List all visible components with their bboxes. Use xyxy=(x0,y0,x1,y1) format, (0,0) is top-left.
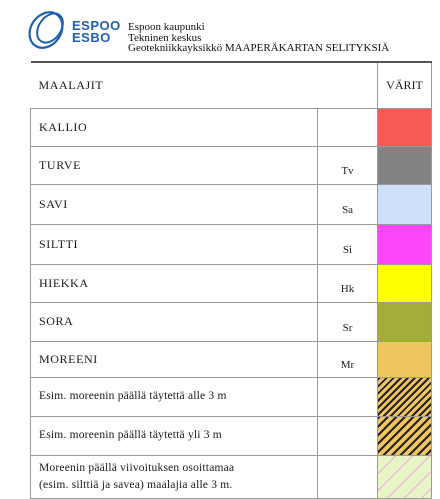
color-swatch xyxy=(378,264,432,302)
soil-abbr xyxy=(318,416,378,455)
soil-name: TURVE xyxy=(31,146,318,184)
color-swatch xyxy=(378,146,432,184)
org-line-center: Tekninen keskus xyxy=(128,31,202,44)
soil-name: HIEKKA xyxy=(31,264,318,302)
color-swatch xyxy=(378,341,432,377)
soil-name: KALLIO xyxy=(31,108,318,146)
document-title: Geotekniikkayksikkö MAAPERÄKARTAN SELITYKSIÄ xyxy=(128,42,390,54)
table-row xyxy=(31,184,432,224)
organization-block xyxy=(128,22,389,54)
soil-abbr xyxy=(318,377,378,416)
soil-name xyxy=(31,455,318,498)
soil-name: SILTTI xyxy=(31,224,318,264)
table-row xyxy=(31,224,432,264)
table-row xyxy=(31,146,432,184)
soil-abbr xyxy=(318,108,378,146)
color-swatch xyxy=(378,302,432,341)
table-row xyxy=(31,455,432,498)
soil-name: Esim. moreenin päällä täytettä alle 3 m xyxy=(31,377,318,416)
pattern-swatch xyxy=(378,455,432,498)
header-colors: VÄRIT xyxy=(378,62,432,108)
table-header-row xyxy=(31,62,432,108)
logo-line-espoo: ESPOO xyxy=(72,18,121,33)
pattern-swatch xyxy=(378,416,432,455)
table-row xyxy=(31,377,432,416)
document-header xyxy=(0,0,440,60)
soil-legend-table xyxy=(30,61,432,499)
soil-abbr: Mr xyxy=(318,341,378,377)
soil-abbr: Tv xyxy=(318,146,378,184)
soil-abbr: Sr xyxy=(318,302,378,341)
table-row xyxy=(31,108,432,146)
soil-name: SAVI xyxy=(31,184,318,224)
table-row xyxy=(31,302,432,341)
header-soil-types: MAALAJIT xyxy=(31,62,378,108)
espoo-logo-icon xyxy=(26,8,70,52)
org-line-city: Espoon kaupunki xyxy=(128,21,205,33)
soil-name-line: Moreenin päällä viivoituksen osoittamaa xyxy=(39,461,235,474)
soil-abbr xyxy=(318,455,378,498)
pattern-swatch xyxy=(378,377,432,416)
color-swatch xyxy=(378,224,432,264)
soil-abbr: Hk xyxy=(318,264,378,302)
logo-line-esbo: ESBO xyxy=(72,30,111,45)
table-row xyxy=(31,264,432,302)
soil-name: MOREENI xyxy=(31,341,318,377)
soil-name: Esim. moreenin päällä täytettä yli 3 m xyxy=(31,416,318,455)
table-row xyxy=(31,416,432,455)
color-swatch xyxy=(378,184,432,224)
color-swatch xyxy=(378,108,432,146)
soil-abbr: Sa xyxy=(318,184,378,224)
soil-name-line: (esim. silttiä ja savea) maalajia alle 3 m. xyxy=(39,478,233,491)
soil-name: SORA xyxy=(31,302,318,341)
soil-abbr: Si xyxy=(318,224,378,264)
logo-text xyxy=(72,20,121,44)
table-row xyxy=(31,341,432,377)
